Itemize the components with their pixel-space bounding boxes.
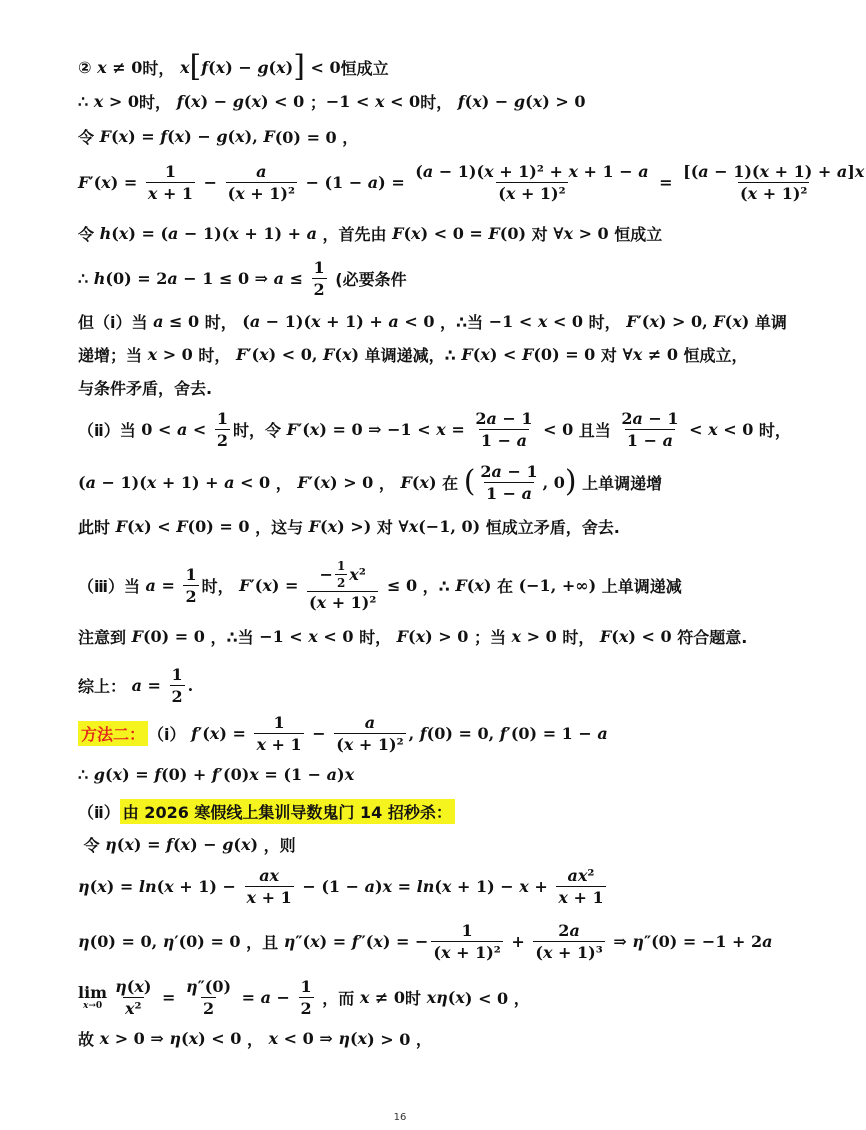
- line-8: 递增；当 x > 0 时， F ′( x ) < 0, F ( x ) 单调递减，∴ F ( x ) < F (0) = 0 对 ∀ x ≠ 0 恒成立，: [78, 345, 748, 365]
- line-3: 令 F ( x ) = f ( x ) − g ( x ), F (0) = 0 ，: [78, 127, 359, 147]
- line-10: （ⅱ）当 0 < a < 1 2 时，令 F ′( x ) = 0 ⇒ −1 < x = $\frac{2a - 1}{1 - a}$ < 0 且当 2a − 1 1 − a < x < 0 时，: [78, 408, 791, 450]
- line-4: F ′( x ) = $\frac{1}{x + 1}$ − $\frac{a}{\text{(x + 1)²}}$ − (1 − a ) = $\frac{\text{(a − 1)(x + 1)² + x + 1 − a}}{\text{(x + 1)²}}$ = $\frac{[(a - 1)(x + 1) + a]x}{\text{(x + 1)²}}$: [78, 161, 865, 203]
- line-9: 与条件矛盾，舍去.: [78, 379, 213, 398]
- line-7: 但（ⅰ）当 a ≤ 0 时， ( a − 1)( x + 1) + a < 0 ，∴当 −1 < x < 0 时， F ′( x ) > 0, F ( x ) 单调: [78, 312, 787, 332]
- line-22: lim x→0 $\frac{\eta(x)}{\text{x²}}$ = $\frac{\eta''(0)}{2}$ = a − $\frac{1}{2}$ ，而 x ≠ 0 时 xη ( x ) < 0 ，: [78, 976, 530, 1018]
- method-two-label: 方法二：: [78, 721, 148, 746]
- line-17: ∴ g ( x ) = f (0) + f ′(0) x = (1 − a ) x: [78, 765, 355, 784]
- page-number: 16: [393, 1112, 407, 1123]
- line-11: ( a − 1)( x + 1) + a < 0 ， F ′( x ) > 0 ， F ( x ) 在 ( 2a − 1 1 − a , 0 ) 上单调递增: [78, 461, 663, 503]
- line-2: ∴ x > 0 时， f ( x ) − g ( x ) < 0 ； −1 < x < 0 时， f ( x ) − g ( x ) > 0: [78, 92, 586, 112]
- line-12: 此时 F ( x ) < F (0) = 0 ，这与 F ( x ) >) 对 ∀ x (−1, 0) 恒成立矛盾，舍去.: [78, 517, 620, 537]
- line-21: η (0) = 0, η ′(0) = 0 ，且 η ″( x ) = f ″( x ) = − $\frac{1}{\text{(x + 1)²}}$ + $\frac{2a}{\text{(x + 1)³}}$ ⇒ η ″(0) = −1 + 2 a: [78, 920, 773, 962]
- line-19: 令 η ( x ) = f ( x ) − g ( x ) ，则: [78, 835, 296, 855]
- line-18: （ⅱ） 由 2026 寒假线上集训导数鬼门 14 招秒杀：: [78, 799, 760, 824]
- line-5: 令 h ( x ) = ( a − 1)( x + 1) + a ，首先由 F ( x ) < 0 = F (0) 对 ∀ x > 0 恒成立: [78, 224, 663, 244]
- line-20: η ( x ) = ln ( x + 1) − $\frac{ax}{x + 1}$ − (1 − a ) x = ln ( x + 1) − x + $\frac{\text{ax²}}{x + 1}$: [78, 865, 604, 907]
- line-1: ② x ≠ 0 时， x [ f ( x ) − g ( x ) ] < 0 恒成立: [78, 49, 389, 84]
- line-14: 注意到 F (0) = 0 ，∴当 −1 < x < 0 时， F ( x ) > 0 ；当 x > 0 时， F ( x ) < 0 符合题意.: [78, 627, 748, 647]
- line-6: ∴ h (0) = 2 a − 1 ≤ 0 ⇒ a ≤ $\frac{1}{2}$ (必要条件: [78, 257, 407, 299]
- line-16: 方法二： （ⅰ） f ′( x ) = $\frac{1}{x + 1}$ − $\frac{a}{\text{(x + 1)²}}$ , f (0) = 0, f ′(0) = 1 − a: [78, 712, 760, 754]
- line-15: 综上： a = $\frac{1}{2}$ .: [78, 664, 194, 706]
- line-13: （ⅲ）当 a = $\frac{1}{2}$ 时， F ′( x ) = − 1 2 x ² (x + 1)² ≤ 0 ，∴ F ( x ) 在 (−1, +∞) 上单调递减: [78, 558, 682, 612]
- line-23: 故 x > 0 ⇒ η ( x ) < 0 ， x < 0 ⇒ η ( x ) > 0 ，: [78, 1029, 432, 1049]
- source-highlight: 由 2026 寒假线上集训导数鬼门 14 招秒杀：: [120, 799, 455, 824]
